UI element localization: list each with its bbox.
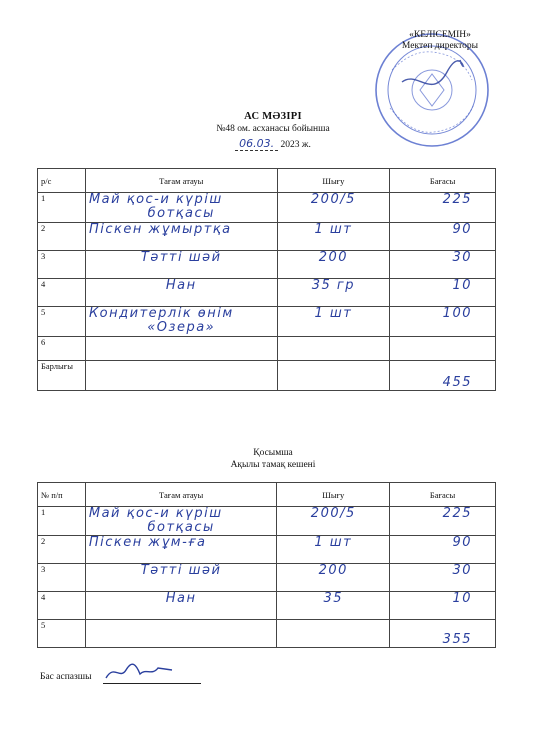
row-number: 5	[41, 620, 46, 630]
row-number: 2	[41, 223, 46, 233]
table-row	[38, 337, 496, 361]
table-row	[38, 279, 496, 307]
dish-name: Май қос-и күріш	[88, 506, 223, 521]
approval-line2: Мектеп директоры	[401, 41, 479, 51]
row-number: 3	[41, 564, 46, 574]
table-row	[38, 193, 496, 223]
table-row	[38, 507, 496, 536]
dish-name: Піскен жұмыртқа	[88, 222, 232, 237]
dish-output: 200	[318, 563, 348, 578]
dish-output: 200/5	[310, 506, 356, 521]
table-total-row	[38, 361, 496, 391]
dish-name: Май қос-и күріш	[88, 192, 223, 207]
dish-price: 225	[442, 506, 472, 521]
col-header-price: Бағасы	[390, 483, 496, 507]
dish-output: 1 шт	[314, 306, 353, 321]
col-header-output: Шығу	[277, 169, 390, 193]
row-number: 4	[41, 592, 46, 602]
dish-name: Тәтті шәй	[140, 250, 222, 265]
col-header-name: Тағам атауы	[85, 483, 277, 507]
dish-price: 30	[452, 563, 472, 578]
table-row	[38, 536, 496, 564]
section2-subtitle: Ақылы тамақ кешені	[230, 460, 316, 470]
table-row	[38, 251, 496, 279]
table-header-row	[38, 483, 496, 507]
row-number: 3	[41, 251, 46, 261]
dish-name: Піскен жұм-ға	[88, 535, 207, 550]
approval-line1: «КЕЛІСЕМІН»	[409, 30, 471, 40]
menu-table	[37, 168, 496, 391]
date-handwritten: 06.03.	[235, 137, 278, 151]
section2-title: Қосымша	[253, 448, 293, 458]
col-header-no: № п/п	[38, 483, 86, 507]
total-label: Барлығы	[41, 361, 73, 371]
paid-menu-table	[37, 482, 496, 648]
row-number: 2	[41, 536, 46, 546]
col-header-price: Бағасы	[390, 169, 496, 193]
dish-name-cont: ботқасы	[147, 520, 215, 535]
row-number: 1	[41, 507, 46, 517]
menu-date	[0, 137, 546, 150]
table-row	[38, 592, 496, 620]
dish-price: 100	[442, 306, 472, 321]
dish-name: Тәтті шәй	[140, 563, 222, 578]
dish-name-cont: «Озера»	[147, 320, 216, 335]
row-number: 6	[41, 337, 46, 347]
table-row	[38, 620, 496, 648]
col-header-no: р/с	[38, 169, 86, 193]
dish-price: 10	[452, 278, 472, 293]
row-number: 4	[41, 279, 46, 289]
dish-price: 355	[442, 632, 472, 647]
menu-title: АС МӘЗІРІ	[244, 111, 302, 122]
dish-name: Нан	[165, 591, 197, 606]
dish-price: 90	[452, 535, 472, 550]
dish-name: Нан	[165, 278, 197, 293]
dish-name-cont: ботқасы	[147, 206, 215, 221]
table-row	[38, 564, 496, 592]
chef-label: Бас аспазшы	[40, 672, 92, 682]
menu-subtitle: №48 ом. асханасы бойынша	[216, 124, 330, 134]
dish-output: 1 шт	[314, 535, 353, 550]
table-header-row	[38, 169, 496, 193]
date-year: 2023 ж.	[280, 140, 311, 150]
approval-block	[385, 30, 495, 52]
table-row	[38, 307, 496, 337]
dish-output: 200/5	[310, 192, 356, 207]
row-number: 1	[41, 193, 46, 203]
row-number: 5	[41, 307, 46, 317]
dish-output: 1 шт	[314, 222, 353, 237]
dish-price: 90	[452, 222, 472, 237]
dish-price: 225	[442, 192, 472, 207]
chef-signature	[100, 660, 180, 684]
dish-output: 35 гр	[311, 278, 356, 293]
col-header-output: Шығу	[277, 483, 390, 507]
dish-price: 10	[452, 591, 472, 606]
dish-price: 30	[452, 250, 472, 265]
table-row	[38, 223, 496, 251]
dish-output: 200	[318, 250, 349, 265]
dish-output: 35	[323, 591, 344, 606]
col-header-name: Тағам атауы	[85, 169, 277, 193]
total-value: 455	[442, 375, 472, 390]
dish-name: Кондитерлік өнім	[88, 306, 234, 321]
